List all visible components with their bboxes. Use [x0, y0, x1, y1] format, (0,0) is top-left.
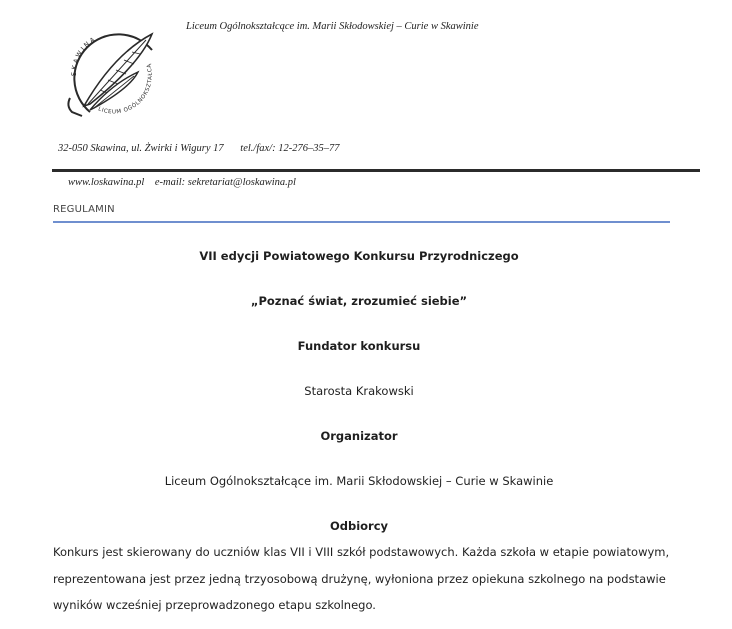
recipients-heading: Odbiorcy: [329, 519, 389, 533]
recipients-paragraph-line: reprezentowana jest przez jedną trzyosobową drużynę, wyłoniona przez opiekuna szkolnego na podstawie: [53, 572, 666, 586]
recipients-paragraph-line: Konkurs jest skierowany do uczniów klas VII i VIII szkół podstawowych. Każda szkoła w etapie powiatowym,: [53, 545, 670, 559]
organizer-heading: Organizator: [320, 429, 398, 443]
address-line: [58, 143, 339, 154]
logo-text-bottom: LICEUM OGÓLNOKSZTAŁCĄ: [97, 62, 154, 116]
school-logo: [60, 20, 164, 124]
section-divider: [53, 221, 670, 223]
header-divider: [52, 169, 700, 172]
email-link[interactable]: e-mail: sekretariat@loskawina.pl: [154, 177, 296, 188]
phone: tel./fax/: 12-276–35–77: [240, 143, 340, 154]
website-link[interactable]: www.loskawina.pl: [68, 177, 145, 188]
svg-text:SKAWINA: [70, 35, 98, 76]
recipients-paragraph-line: wyników wcześniej przeprowadzonego etapu szkolnego.: [53, 598, 376, 612]
contest-motto: „Poznać świat, zrozumieć siebie”: [250, 294, 468, 308]
document-type-label: REGULAMIN: [53, 204, 115, 215]
address: 32-050 Skawina, ul. Żwirki i Wigury 17: [58, 143, 224, 154]
contact-line: [68, 177, 296, 188]
logo-text-top: SKAWINA: [69, 34, 98, 77]
fundator-value: Starosta Krakowski: [304, 384, 414, 398]
organizer-value: Liceum Ogólnokształcące im. Marii Skłodowskiej – Curie w Skawinie: [164, 474, 554, 488]
fundator-heading: Fundator konkursu: [297, 339, 421, 353]
school-header: Liceum Ogólnokształcące im. Marii Skłodowskiej – Curie w Skawinie: [186, 21, 479, 32]
document-title: VII edycji Powiatowego Konkursu Przyrodniczego: [199, 249, 519, 263]
